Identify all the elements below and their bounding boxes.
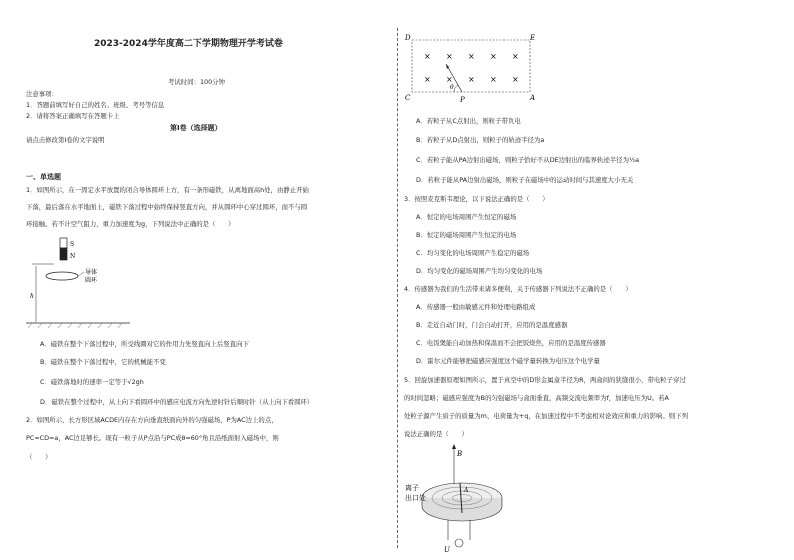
column-divider — [397, 28, 398, 548]
notes-title: 注意事项： — [26, 90, 58, 98]
q5-line1: 5．回旋加速器原理如图所示，置于真空中的D形金属盒半径为R，两盒间的狭缝很小，带电粒子穿过 — [404, 376, 686, 384]
q2-figure — [402, 32, 542, 106]
q2-option-d: D．若粒子能从PA边射出磁场，则粒子在磁场中的运动时间与其速度大小无关 — [416, 176, 634, 184]
svg-text:×: × — [424, 75, 431, 84]
page-title: 2023-2024学年度高二下学期物理开学考试卷 — [94, 39, 283, 49]
label-c: C — [405, 94, 411, 102]
section-title: 一、单选题 — [26, 173, 61, 181]
q1-line3: 环接触。若不计空气阻力，重力加速度为g，下列说法中正确的是（ ） — [26, 220, 235, 228]
label-s: S — [70, 241, 75, 248]
label-theta: θ — [450, 84, 454, 91]
label-a: A — [530, 94, 536, 102]
q3-option-a: A．恒定的电场周围产生恒定的磁场 — [416, 213, 517, 221]
q5-line4: 说法正确的是（ ） — [404, 430, 468, 438]
q2-line1: 2．如图所示，长方形区域ACDE内存在方向垂直纸面向外的匀强磁场，P为AC边上的点， — [26, 416, 278, 424]
label-h: h — [30, 293, 34, 300]
conductor-ring — [46, 272, 78, 280]
q1-option-c: C．磁铁落地时的速率一定等于√2gh — [40, 378, 144, 386]
q4-option-b: B．走近自动门时，门会自动打开，应用的是温度感器 — [416, 321, 568, 329]
exit-label-2: 出口处 — [405, 494, 426, 502]
q4-option-a: A．传感器一般由敏感元件和处理电路组成 — [416, 303, 536, 311]
svg-text:×: × — [446, 52, 453, 61]
label-e: E — [530, 34, 536, 42]
part1-title: 第I卷（选择题） — [170, 124, 222, 132]
ring-pointer — [78, 272, 84, 276]
q4-option-c: C．电饭煲能自动加热和保温而不会把饭烧焦，应用的是温度传感器 — [416, 339, 606, 347]
ground-hatch — [28, 323, 122, 328]
magnet-s-pole — [60, 238, 67, 248]
label-b: B — [457, 450, 463, 458]
q3-option-b: B．恒定的磁场周围产生恒定的电场 — [416, 231, 517, 239]
q1-figure — [24, 236, 134, 330]
part1-desc: 请点击修改第I卷的文字说明 — [26, 136, 105, 144]
magnetic-field-region — [412, 40, 530, 92]
q5-line3: 处粒子源产生质子的质量为m、电荷量为+q，在加速过程中不考虑相对论效应和重力的影响。则下列 — [404, 412, 689, 420]
svg-text:×: × — [468, 75, 475, 84]
q3-option-c: C．均匀变化的电场周围产生稳定的磁场 — [416, 249, 530, 257]
ac-source — [455, 539, 463, 547]
field-crosses — [424, 52, 519, 84]
svg-text:×: × — [468, 52, 475, 61]
field-arrow-b — [452, 444, 456, 449]
svg-text:×: × — [490, 52, 497, 61]
magnet-n-pole — [60, 248, 67, 260]
q2-line2: PC=CD=a，AC边足够长。现有一粒子从P点沿与PC成θ=60°角且沿纸面射入磁场中，则 — [26, 434, 279, 442]
svg-text:×: × — [424, 52, 431, 61]
q1-option-d: D．磁铁在整个过程中，从上向下看圆环中的感应电流方向先逆时针后顺时针（从上向下看圆环） — [40, 398, 314, 406]
note-1: 1．答题前填写好自己的姓名、班级、考号等信息 — [26, 101, 165, 109]
q4-line1: 4．传感器为我们的生活带来诸多便利，关于传感器下列说法不正确的是（ ） — [404, 285, 632, 293]
exam-time: 考试时间：100分钟 — [168, 78, 225, 86]
svg-text:×: × — [512, 75, 519, 84]
svg-text:×: × — [446, 75, 453, 84]
svg-text:×: × — [490, 75, 497, 84]
q2-option-b: B．若粒子从D点射出，则粒子的轨迹半径为a — [416, 136, 545, 144]
q1-option-b: B．磁铁在整个下落过程中，它的机械能不变 — [40, 358, 166, 366]
q2-option-a: A．若粒子从C点射出，则粒子带负电 — [416, 117, 521, 125]
q4-option-d: D．霍尔元件能够把磁感应强度这个磁学量转换为电压这个电学量 — [416, 357, 600, 365]
q5-figure — [404, 442, 514, 554]
label-a5: A — [464, 487, 469, 494]
q2-line3: （ ） — [26, 453, 52, 461]
label-d: D — [405, 34, 411, 42]
q1-line2: 下落，最后落在水平地面上，磁铁下落过程中始终保持竖直方向，并从圆环中心穿过圆环，而不与圆 — [26, 203, 308, 211]
ring-label-2: 圆环 — [85, 277, 98, 284]
q2-option-c: C．若粒子能从PA边射出磁场，则粒子恰好不从DE边射出的临界轨迹半径为½a — [416, 156, 640, 164]
q1-line1: 1．如图所示，在一固定水平放置的闭合导体圆环上方，有一条形磁铁，从离地面高h处，由静止开始 — [26, 186, 309, 194]
note-2: 2．请将答案正确填写在答题卡上 — [26, 112, 120, 120]
label-p: P — [460, 96, 465, 104]
angle-arc — [454, 85, 458, 92]
q5-line2: 的时间忽略；磁感应强度为B的匀强磁场与盒面垂直，高频交流电频率为f，加速电压为U。若A — [404, 394, 669, 402]
exit-label-1: 离子 — [405, 484, 419, 492]
label-u: U — [444, 546, 450, 554]
q3-option-d: D．均匀变化的磁场周围产生均匀变化的电场 — [416, 267, 543, 275]
q3-line1: 3．按照麦克斯韦理论，以下说法正确的是（ ） — [404, 195, 549, 203]
svg-text:×: × — [512, 52, 519, 61]
label-n: N — [70, 253, 76, 260]
ring-label-1: 导体 — [85, 269, 98, 276]
q1-option-a: A．磁铁在整个下落过程中，所受线圈对它的作用力先竖直向上后竖直向下 — [40, 340, 249, 348]
